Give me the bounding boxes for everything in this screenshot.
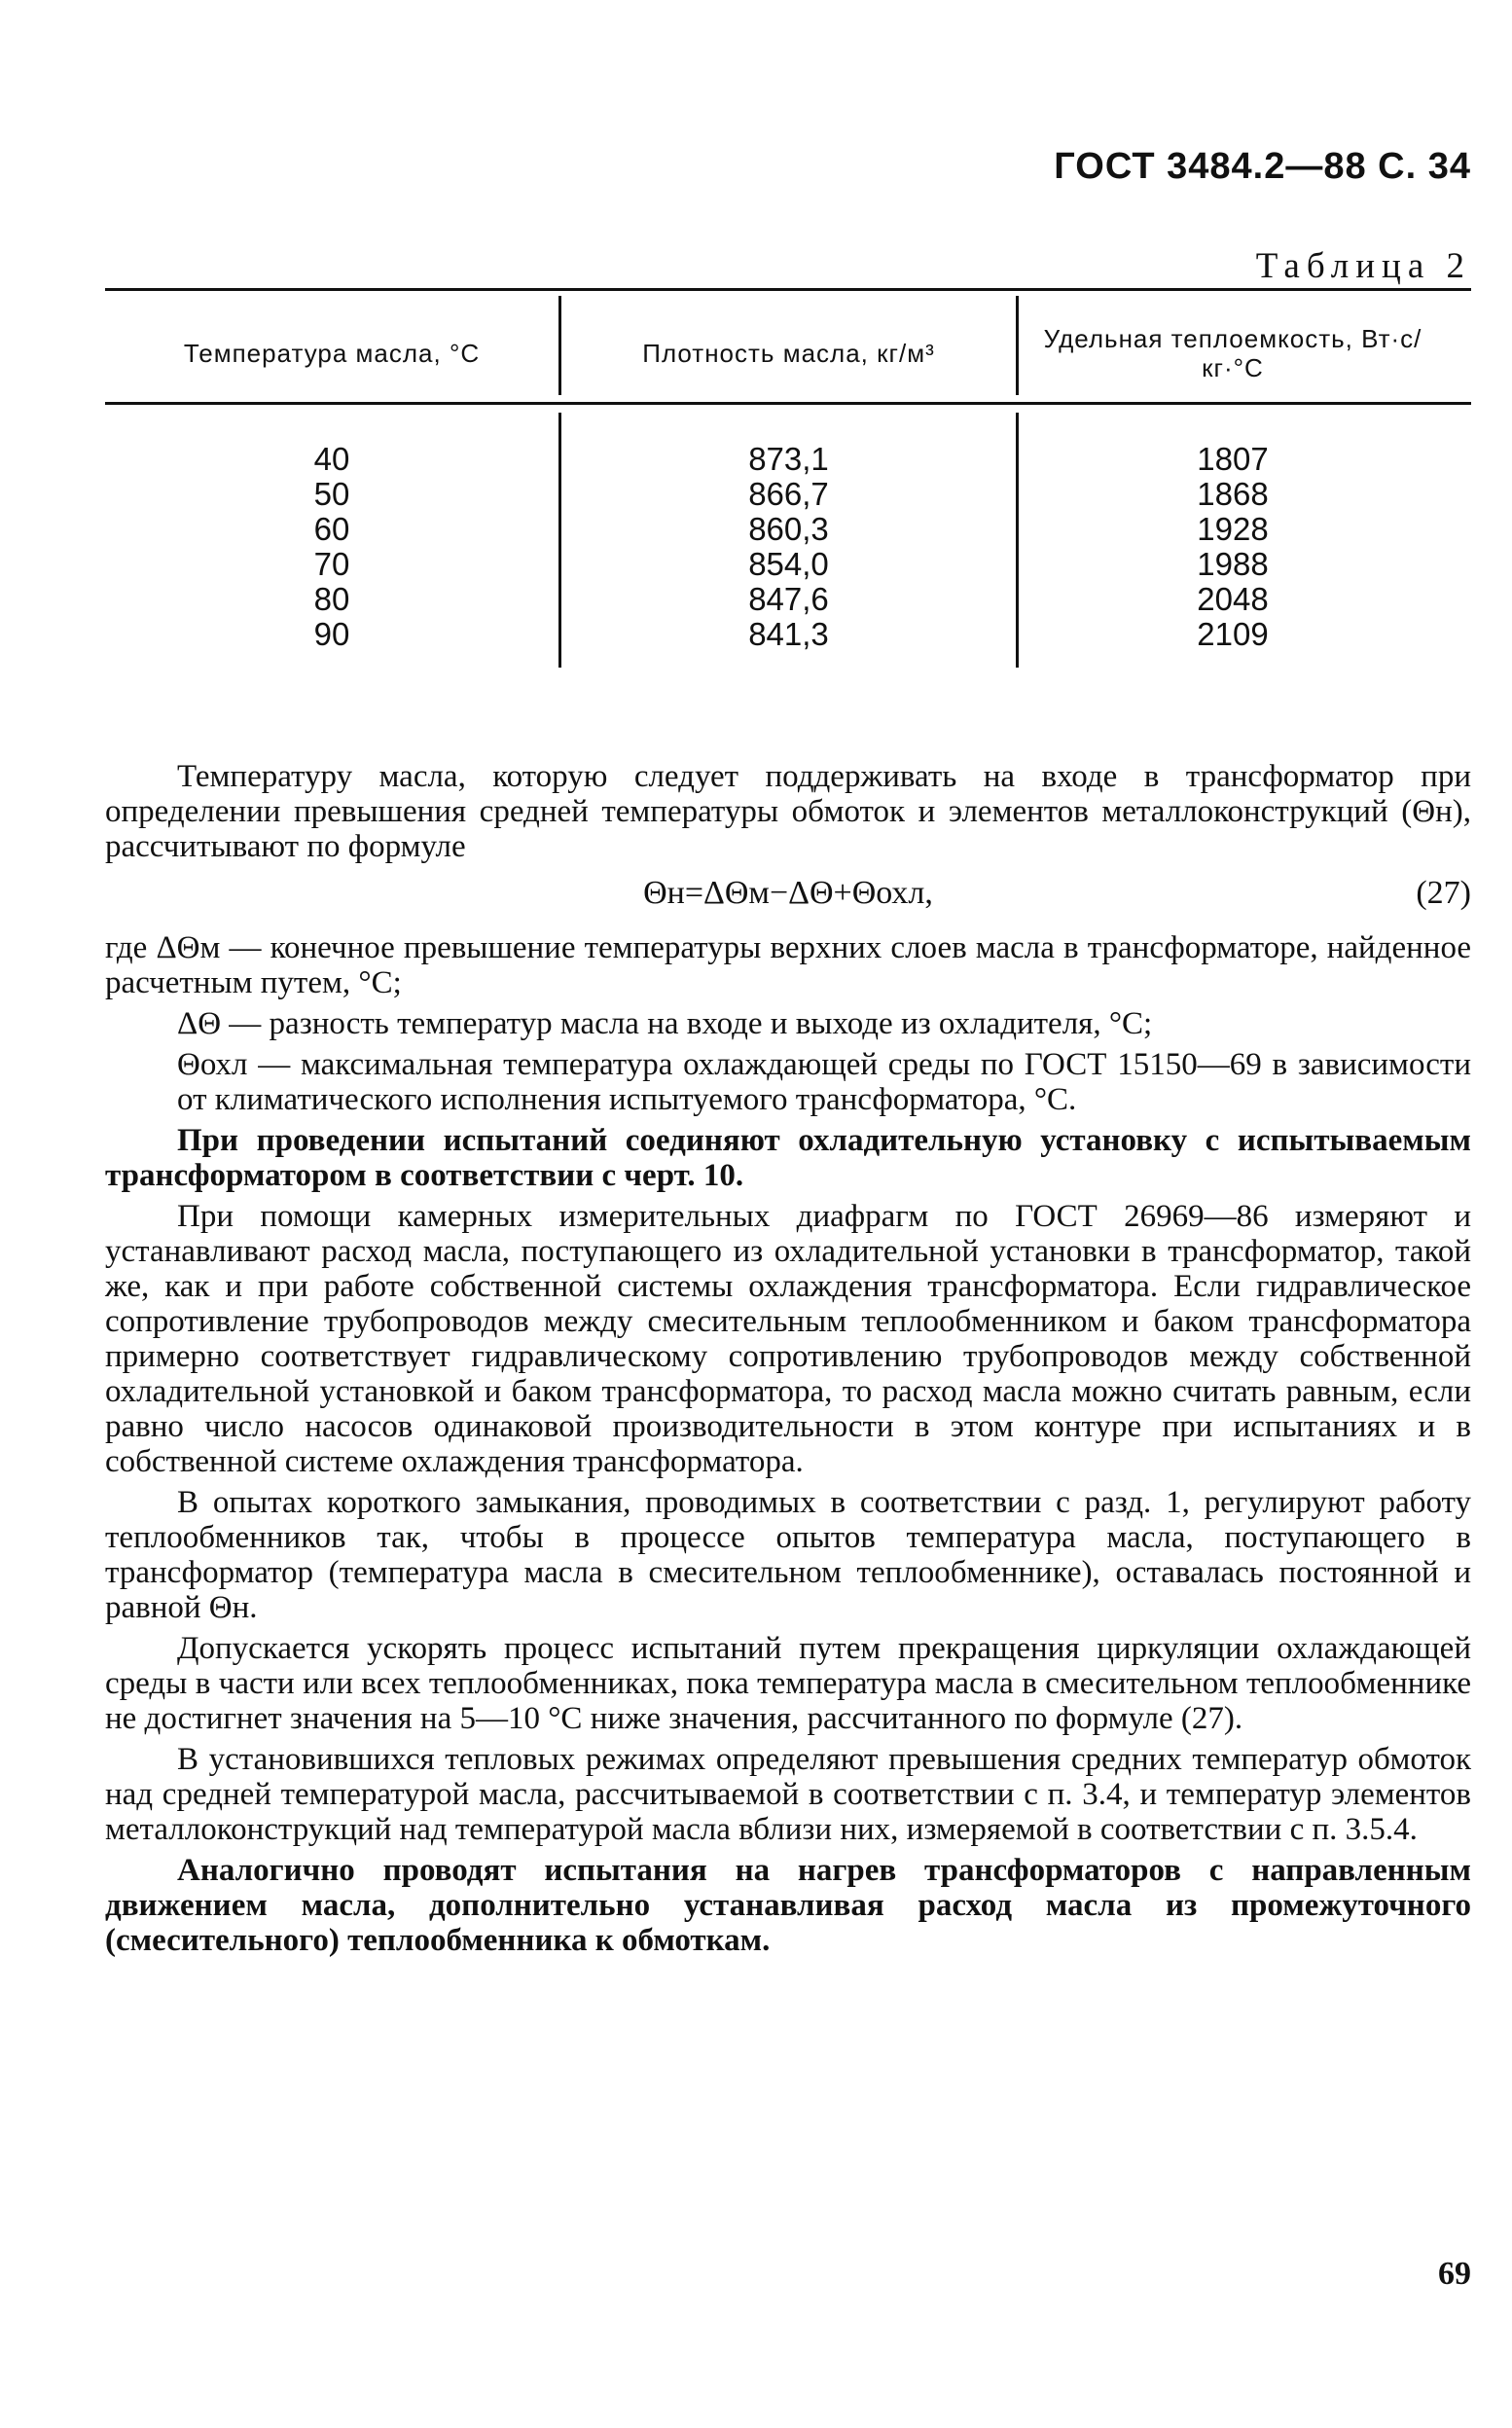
header-heat-capacity: Удельная теплоемкость, Вт·с/кг·°С [1043,324,1422,382]
table-cell: 1868 [1197,476,1269,512]
table-cell: 866,7 [748,476,829,512]
table-cell: 2048 [1197,581,1269,617]
paragraph-flow-measurement: При помощи камерных измерительных диафрагм по ГОСТ 26969—86 измеряют и устанавливают расход масла, поступающего из охладительной установки в трансформатор, такой же, как и при работе собственной системы охлаждения трансформатора. Если гидравлическое сопротивление трубопроводов между смесительным теплообменником и баком трансформатора примерно соответствует гидравлическому сопротивлению трубопроводов между собственной охладительной установкой и баком трансформатора, то расход масла можно считать равным, если равно число насосов одинаковой производительности в этом контуре при испытаниях и в собственной системе охлаждения трансформатора. [105,1199,1471,1479]
table-cell: 860,3 [748,511,829,547]
table-cell: 40 [313,441,350,477]
table-cell: 2109 [1197,616,1269,652]
paragraph-steady-state: В установившихся тепловых режимах определяют превышения средних температур обмоток над средней температурой масла, рассчитываемой в соответствии с п. 3.4, и температур элементов металлоконструкций над температурой масла вблизи них, измеряемой в соответствии с п. 3.5.4. [105,1742,1471,1847]
paragraph-short-circuit: В опытах короткого замыкания, проводимых в соответствии с разд. 1, регулируют работу теплообменников так, чтобы в процессе опытов температура масла, поступающего в трансформатор (температура масла в смесительном теплообменнике), оставалась постоянной и равной Θн. [105,1485,1471,1625]
table-cell: 50 [313,476,350,512]
formula-number: (27) [1416,875,1471,911]
paragraph-connection: При проведении испытаний соединяют охладительную установку с испытываемым трансформатором в соответствии с черт. 10. [105,1123,1471,1193]
definition-delta-theta: ΔΘ — разность температур масла на входе и выходе из охладителя, °С; [177,1006,1153,1041]
table-cell: 873,1 [748,441,829,477]
definition-delta-theta-m: где ΔΘм — конечное превышение температуры верхних слоев масла в трансформаторе, найденное расчетным путем, °С; [105,930,1471,1000]
data-table [105,288,1471,677]
table-cell: 70 [313,546,350,582]
definition-theta-ohl: Θохл — максимальная температура охлаждающей среды по ГОСТ 15150—69 в зависимости от климатического исполнения испытуемого трансформатора, °С. [177,1047,1471,1117]
body-text [105,759,1471,1964]
page-header: ГОСТ 3484.2—88 С. 34 [1054,146,1471,187]
table-label: Таблица 2 [1255,246,1471,286]
column-heat-capacity [1019,442,1447,652]
column-density [561,442,1016,652]
page-number: 69 [1438,2256,1471,2292]
paragraph-acceleration: Допускается ускорять процесс испытаний путем прекращения циркуляции охлаждающей среды в части или всех теплообменниках, пока температура масла в смесительном теплообменнике не достигнет значения на 5—10 °С ниже значения, рассчитанного по формуле (27). [105,1631,1471,1736]
table-cell: 90 [313,616,350,652]
formula-27 [105,876,1471,915]
table-header-rule [105,402,1471,405]
table-cell: 854,0 [748,546,829,582]
formula-expression: Θн=ΔΘм−ΔΘ+Θохл, [643,875,933,911]
table-cell: 841,3 [748,616,829,652]
table-cell: 847,6 [748,581,829,617]
paragraph-directed-flow: Аналогично проводят испытания на нагрев трансформаторов с направленным движением масла, дополнительно устанавливая расход масла из промежуточного (смесительного) теплообменника к обмоткам. [105,1853,1471,1958]
header-density: Плотность масла, кг/м³ [642,339,935,368]
paragraph-intro: Температуру масла, которую следует поддерживать на входе в трансформатор при определении превышения средней температуры обмоток и элементов металлоконструкций (Θн), рассчитывают по формуле [105,759,1471,864]
table-cell: 1807 [1197,441,1269,477]
table-cell: 80 [313,581,350,617]
table-cell: 1928 [1197,511,1269,547]
header-temperature: Температура масла, °С [183,339,481,368]
column-temperature [105,442,558,652]
table-cell: 60 [313,511,350,547]
table-cell: 1988 [1197,546,1269,582]
table-top-rule [105,288,1471,291]
